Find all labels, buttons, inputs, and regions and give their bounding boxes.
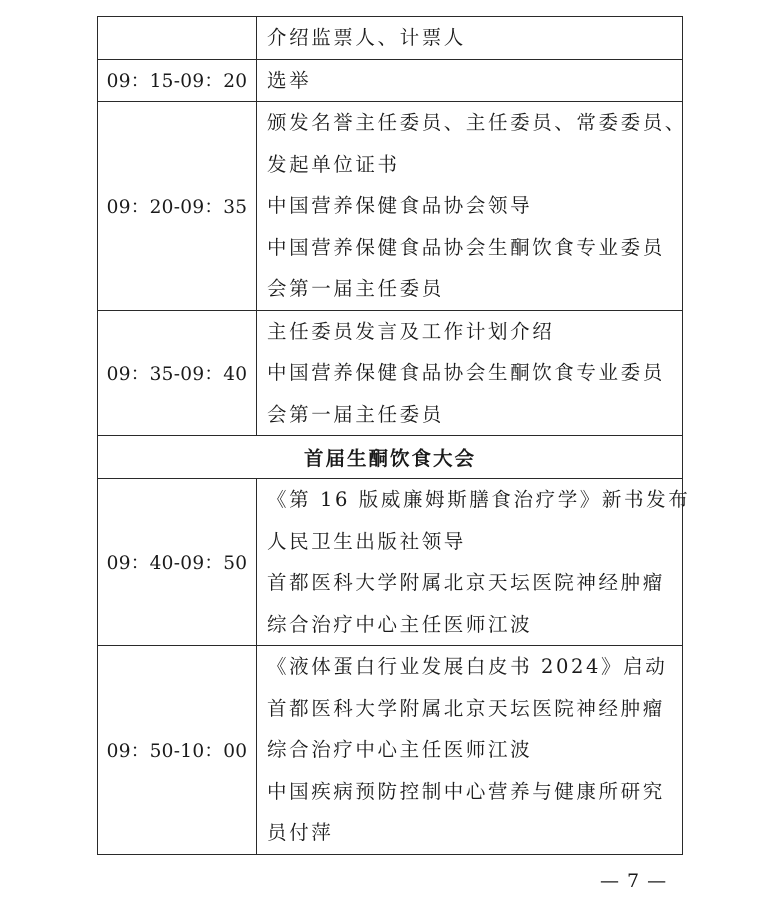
content-cell: [257, 59, 683, 102]
content-line: 选举: [267, 68, 312, 92]
content-line: 首都医科大学附属北京天坛医院神经肿瘤: [267, 571, 665, 594]
content-cell: [257, 17, 683, 60]
time-cell: [98, 17, 257, 60]
page-number: — 7 —: [600, 870, 668, 892]
time-cell: 09：40-09：50: [98, 479, 257, 646]
content-cell: [257, 646, 683, 855]
section-heading: 首届生酮饮食大会: [98, 436, 683, 479]
content-line: 综合治疗中心主任医师江波: [267, 738, 533, 761]
agenda-row: [98, 479, 683, 646]
content-line: 主任委员发言及工作计划介绍: [267, 319, 555, 343]
content-line: 颁发名誉主任委员、主任委员、常委委员、: [267, 111, 687, 134]
time-cell: 09：50-10：00: [98, 646, 257, 855]
content-line: 发起单位证书: [267, 152, 400, 176]
agenda-row: [98, 102, 683, 311]
content-line: 会第一届主任委员: [267, 277, 444, 300]
content-line: 中国疾病预防控制中心营养与健康所研究: [267, 779, 665, 803]
content-line: 中国营养保健食品协会生酮饮食专业委员: [267, 361, 665, 384]
agenda-table: [97, 16, 691, 855]
content-line: 《液体蛋白行业发展白皮书 2024》启动: [267, 655, 668, 678]
content-line: 中国营养保健食品协会领导: [267, 194, 533, 217]
content-cell: [257, 310, 683, 436]
agenda-row: [98, 59, 683, 102]
content-line: 介绍监票人、计票人: [267, 26, 466, 49]
agenda-row: [98, 17, 683, 60]
content-line: 综合治疗中心主任医师江波: [267, 612, 533, 636]
agenda-row: [98, 310, 683, 436]
content-line: 首都医科大学附属北京天坛医院神经肿瘤: [267, 696, 665, 720]
time-cell: 09：15-09：20: [98, 59, 257, 102]
content-line: 人民卫生出版社领导: [267, 529, 466, 553]
content-line: 员付萍: [267, 821, 334, 844]
agenda-row: [98, 646, 683, 855]
time-cell: 09：20-09：35: [98, 102, 257, 311]
time-cell: 09：35-09：40: [98, 310, 257, 436]
section-heading-row: [98, 436, 683, 479]
content-cell: [257, 102, 687, 311]
content-line: 会第一届主任委员: [267, 402, 444, 426]
content-cell: [257, 479, 691, 646]
content-line: 中国营养保健食品协会生酮饮食专业委员: [267, 235, 665, 259]
content-line: 《第 16 版威廉姆斯膳食治疗学》新书发布: [267, 488, 691, 511]
